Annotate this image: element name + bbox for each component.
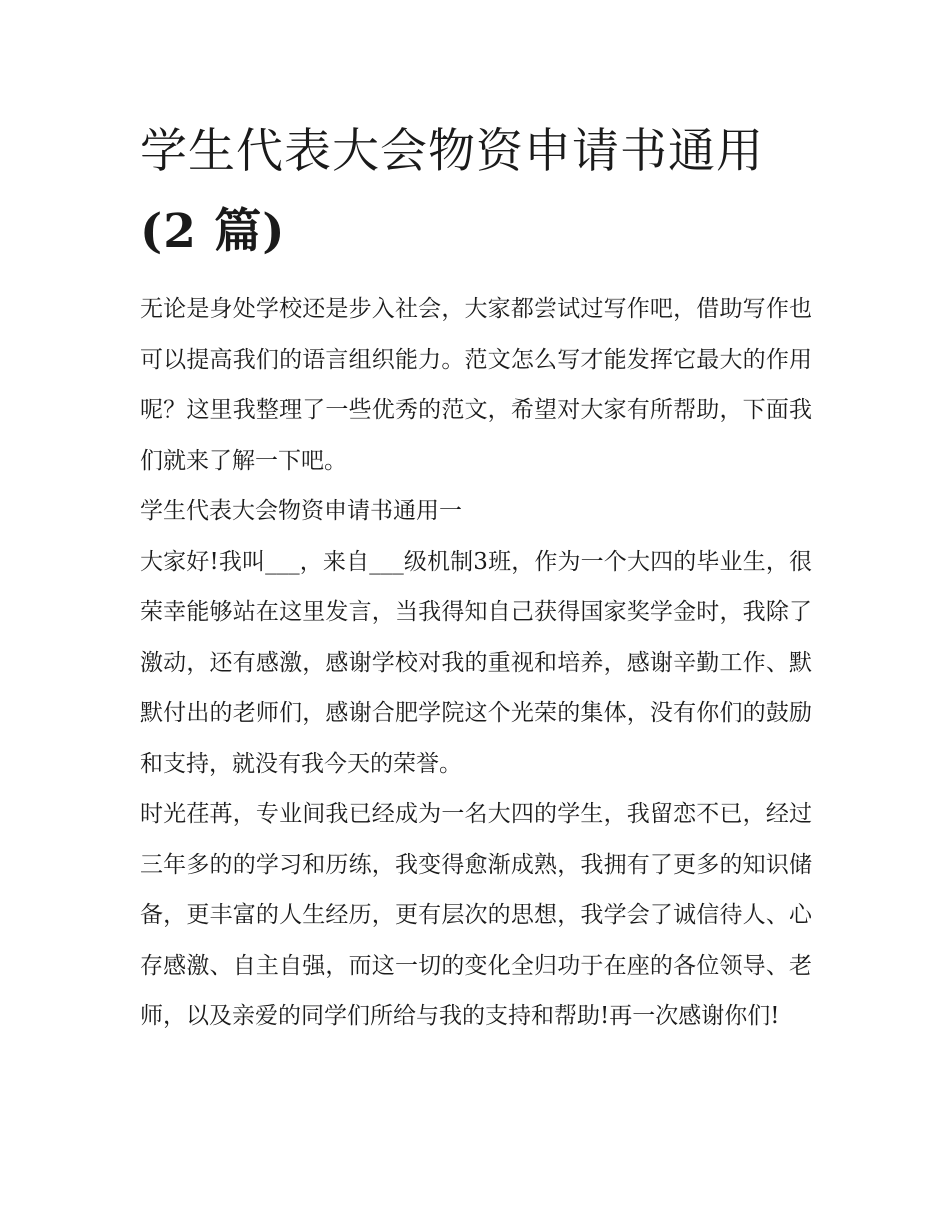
title-suffix: (2 篇) xyxy=(140,204,286,259)
document-title xyxy=(140,112,812,272)
document-body xyxy=(140,284,812,1042)
section-heading: 学生代表大会物资申请书通用一 xyxy=(140,498,462,524)
intro-paragraph: 无论是身处学校还是步入社会，大家都尝试过写作吧，借助写作也可以提高我们的语言组织能力。范文怎么写才能发挥它最大的作用呢？这里我整理了一些优秀的范文，希望对大家有所帮助，下面我们就来了解一下吧。 xyxy=(140,296,812,474)
body-paragraph: 大家好!我叫___，来自___级机制3班，作为一个大四的毕业生，很荣幸能够站在这里发言，当我得知自己获得国家奖学金时，我除了激动，还有感激，感谢学校对我的重视和培养，感谢辛勤工作、默默付出的老师们，感谢合肥学院这个光荣的集体，没有你们的鼓励和支持，就没有我今天的荣誉。 xyxy=(140,548,812,777)
document-page xyxy=(140,112,812,1042)
body-paragraph: 时光荏苒，专业间我已经成为一名大四的学生，我留恋不已，经过三年多的的学习和历练，我变得愈渐成熟，我拥有了更多的知识储备，更丰富的人生经历，更有层次的思想，我学会了诚信待人、心存感激、自主自强，而这一切的变化全归功于在座的各位领导、老师，以及亲爱的同学们所给与我的支持和帮助!再一次感谢你们! xyxy=(140,801,812,1029)
title-main: 学生代表大会物资申请书通用 xyxy=(140,124,764,179)
